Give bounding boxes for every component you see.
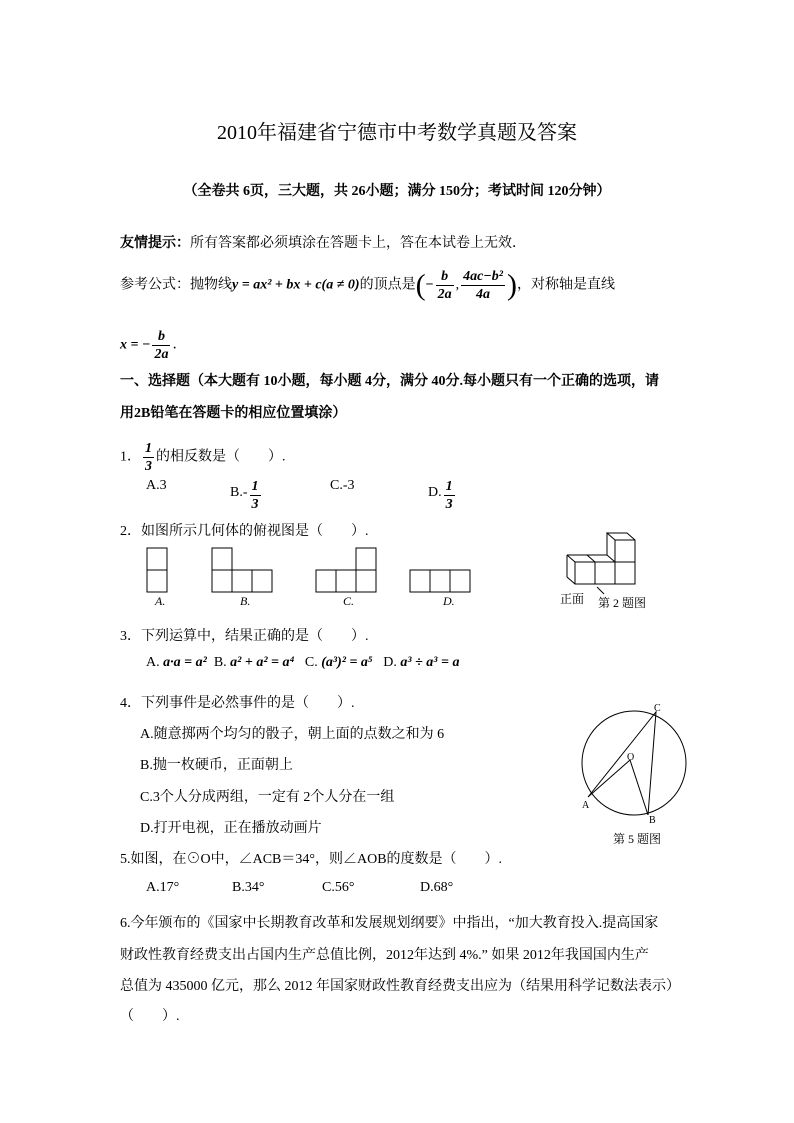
- question-6-line-3: 总值为 435000 亿元，那么 2012 年国家财政性教育经费支出应为（结果用科学记数法表示）: [120, 979, 680, 994]
- q5-option-c: C.56°: [322, 880, 355, 895]
- formula-prefix: 参考公式：抛物线: [120, 277, 232, 293]
- front-label: 正面: [560, 592, 585, 606]
- point-b: B: [649, 815, 656, 826]
- question-3: 3．下列运算中，结果正确的是（ ）.: [120, 629, 369, 644]
- q4-option-d: D.打开电视，正在播放动画片: [140, 821, 322, 836]
- q4-option-a: A.随意掷两个均匀的骰子，朝上面的点数之和为 6: [140, 727, 445, 742]
- formula-suffix: ，对称轴是直线: [516, 277, 615, 293]
- figure-caption-5: 第 5 题图: [613, 832, 662, 846]
- q1-option-c: C.-3: [330, 478, 355, 493]
- axis-formula: x = − $\frac{b}{2a}$ ．: [120, 329, 187, 362]
- parabola-equation: y = ax² + bx + c(a ≠ 0): [232, 277, 360, 293]
- label-a: A.: [155, 594, 166, 608]
- point-o: O: [627, 752, 635, 763]
- point-c: C: [654, 703, 661, 714]
- q4-option-b: B.抛一枚硬币，正面朝上: [140, 758, 293, 773]
- question-6-line-2: 财政性教育经费支出占国内生产总值比例，2012年达到 4%.” 如果 2012年我国国内生产: [120, 948, 649, 963]
- label-b: B.: [240, 594, 251, 608]
- label-c: C.: [343, 594, 355, 608]
- option-b-view: [212, 548, 272, 592]
- figure-caption-2: 第 2 题图: [598, 596, 647, 610]
- q1-option-b: B.- $\frac{1}{3}$: [230, 479, 259, 512]
- question-2: 2．如图所示几何体的俯视图是（ ）.: [120, 524, 369, 539]
- q5-option-a: A.17°: [146, 880, 180, 895]
- page-title: 2010年福建省宁德市中考数学真题及答案: [217, 122, 577, 144]
- label-d: D.: [443, 594, 455, 608]
- q4-option-c: C.3个人分成两组，一定有 2个人分在一组: [140, 790, 395, 805]
- tip-text: 所有答案都必须填涂在答题卡上，答在本试卷上无效．: [190, 236, 526, 251]
- q5-option-d: D.68°: [420, 880, 454, 895]
- section-heading-2: 用2B铅笔在答题卡的相应位置填涂）: [120, 406, 347, 421]
- formula-mid: 的顶点是: [359, 277, 416, 293]
- option-d-view: [410, 570, 470, 592]
- section-heading: 一、选择题（本大题有 10小题，每小题 4分，满分 40分.每小题只有一个正确的选项，请: [120, 374, 659, 389]
- reference-formula: 参考公式：抛物线y = ax² + bx + c(a ≠ 0)的顶点是(− $\frac{b}{2a}$ , $\frac{\text{4ac−b²}}{4a}$ )，对称轴是直线: [120, 268, 615, 302]
- q5-option-b: B.34°: [232, 880, 265, 895]
- option-c-view: [316, 548, 376, 592]
- q1-option-d: D. $\frac{1}{3}$: [428, 479, 453, 512]
- q1-option-a: A.3: [146, 478, 167, 493]
- circle-figure: [582, 711, 686, 815]
- option-a-view: [147, 548, 167, 592]
- q3-options: A. a·a = a² B. a² + a² = a⁴ C. (a³)² = a⁵ D. a³ ÷ a³ = a: [146, 655, 460, 670]
- question-5: 5.如图，在⊙O中，∠ACB＝34°，则∠AOB的度数是（ ）.: [120, 852, 503, 867]
- tip-label: 友情提示：: [120, 236, 190, 251]
- vertex-y: $\frac{\text{4ac−b²}}{4a}$: [463, 269, 503, 302]
- point-a: A: [582, 800, 590, 811]
- exam-info: （全卷共 6页，三大题，共 26小题；满分 150分；考试时间 120分钟）: [183, 184, 611, 199]
- question-6-line-1: 6.今年颁布的《国家中长期教育改革和发展规划纲要》中指出，“加大教育投入.提高国家: [120, 916, 659, 931]
- solid-figure: [567, 533, 635, 594]
- vertex-x: $\frac{b}{2a}$: [437, 269, 452, 302]
- question-6-line-4: （ ）.: [120, 1009, 180, 1024]
- question-1: 1． $\frac{1}{3}$ 的相反数是（ ）.: [120, 441, 286, 474]
- question-4: 4．下列事件是必然事件的是（ ）.: [120, 696, 355, 711]
